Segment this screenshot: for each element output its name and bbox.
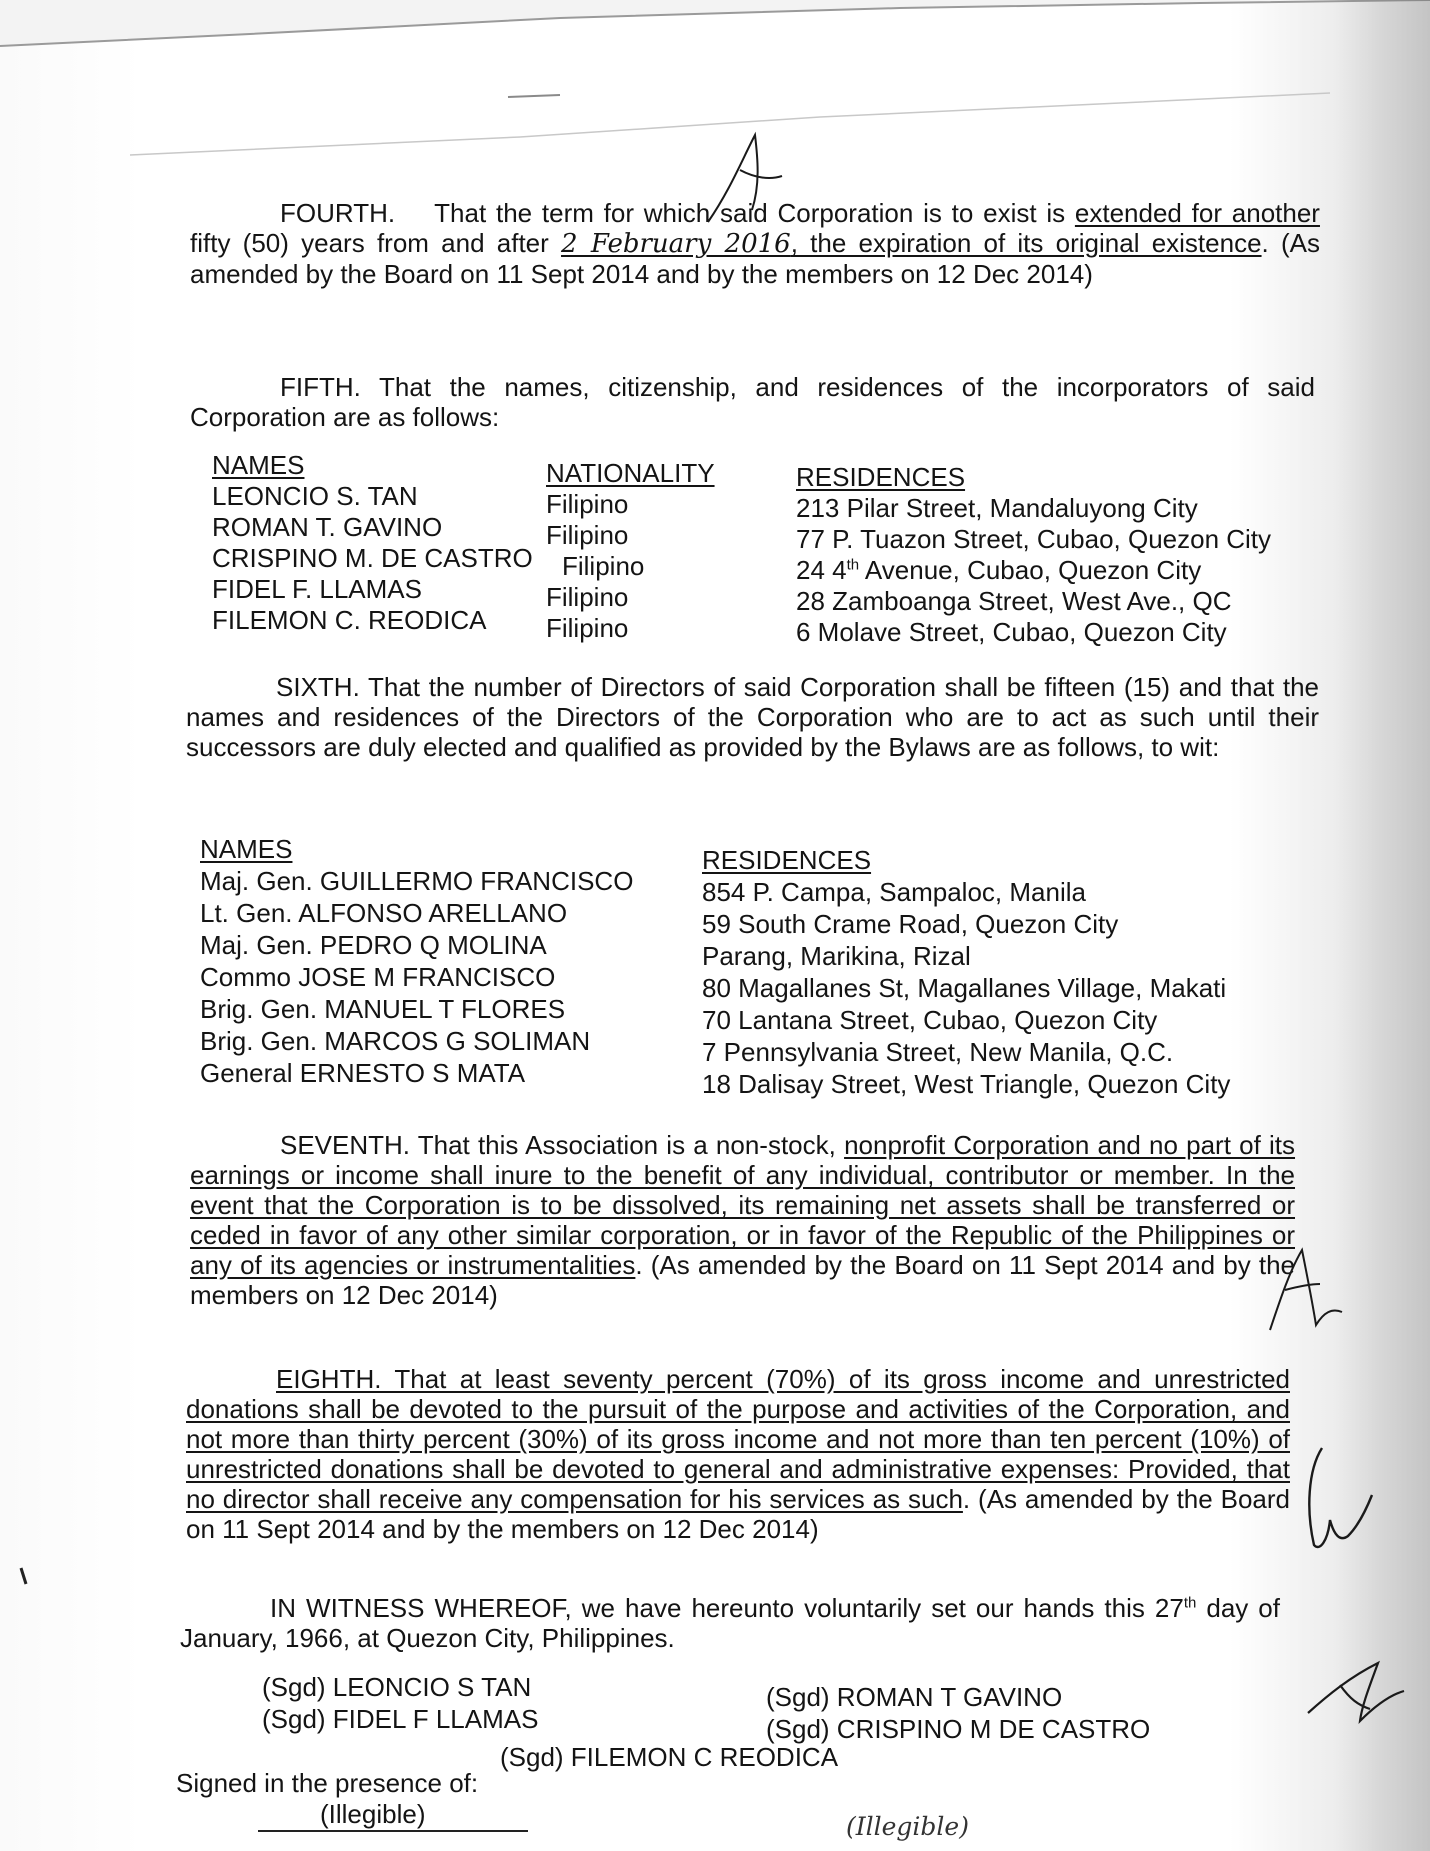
margin-mark (18, 1566, 30, 1586)
incorporator-name: FIDEL F. LLAMAS (212, 574, 422, 604)
residence-value: 28 Zamboanga Street, West Ave., QC (796, 586, 1232, 616)
incorporator-name: LEONCIO S. TAN (212, 481, 418, 511)
residence-value: 80 Magallanes St, Magallanes Village, Makati (702, 973, 1227, 1003)
handwritten-date: 2 February 2016 (561, 229, 791, 259)
residence-value: 7 Pennsylvania Street, New Manila, Q.C. (702, 1037, 1174, 1067)
director-name: Commo JOSE M FRANCISCO (200, 962, 556, 992)
article-seventh: SEVENTH. That this Association is a non-stock, nonprofit Corporation and no part of its earnings or income shall inure to the benefit of any individual, contributor or member. In the event that the Corporation is to be dissolved, its remaining net assets shall be transferred or ceded in favor of any other similar corporation, or in favor of the Republic of the Philippines or any of its agencies or instrumentalities. (As amended by the Board on 11 Sept 2014 and by the members on 12 Dec 2014) (190, 1130, 1296, 1310)
residence-value: 70 Lantana Street, Cubao, Quezon City (702, 1005, 1158, 1035)
residence-value: 6 Molave Street, Cubao, Quezon City (796, 617, 1227, 647)
director-name: General ERNESTO S MATA (200, 1058, 526, 1088)
witness-clause: IN WITNESS WHEREOF, we have hereunto voluntarily set our hands this 27th day of January, 1966, at Quezon City, Philippines. (180, 1593, 1280, 1653)
names-header: NAMES (200, 834, 293, 864)
handwritten-initial-signatures (1300, 1655, 1410, 1735)
handwritten-initial-top (700, 130, 790, 230)
signature-tan: (Sgd) LEONCIO S TAN (262, 1672, 532, 1702)
residences-header: RESIDENCES (702, 845, 872, 875)
director-residences-column (702, 844, 1230, 1100)
witness-left: (Illegible) (258, 1799, 528, 1832)
witness-right-handwritten: (Illegible) (846, 1812, 969, 1841)
residence-value: 77 P. Tuazon Street, Cubao, Quezon City (796, 524, 1272, 554)
signature-de-castro: (Sgd) CRISPINO M DE CASTRO (766, 1714, 1151, 1744)
director-names-column (200, 833, 633, 1089)
nationality-column (546, 458, 715, 644)
article-eighth: EIGHTH. That at least seventy percent (70%) of its gross income and unrestricted donations shall be devoted to the pursuit of the purpose and activities of the Corporation, and not more than thirty percent (30%) of its gross income and not more than ten percent (10%) of unrestricted donations shall be devoted to general and administrative expenses: Provided, that no director shall receive any compensation for his services as such. (As amended by the Board on 11 Sept 2014 and by the members on 12 Dec 2014) (186, 1364, 1290, 1544)
incorporator-name: CRISPINO M. DE CASTRO (212, 543, 533, 573)
incorporator-names-column (212, 450, 533, 636)
presence-label: Signed in the presence of: (176, 1768, 479, 1798)
residences-header: RESIDENCES (796, 462, 966, 492)
director-name: Lt. Gen. ALFONSO ARELLANO (200, 898, 568, 928)
signature-reodica: (Sgd) FILEMON C REODICA (500, 1742, 839, 1772)
residence-value: 854 P. Campa, Sampaloc, Manila (702, 877, 1086, 907)
handwritten-initial-seventh (1250, 1240, 1350, 1340)
director-name: Maj. Gen. GUILLERMO FRANCISCO (200, 866, 634, 896)
article-fifth: FIFTH. That the names, citizenship, and residences of the incorporators of said Corporation are as follows: (190, 372, 1315, 432)
scan-shadow (1335, 0, 1430, 1851)
signature-llamas: (Sgd) FIDEL F LLAMAS (262, 1704, 539, 1734)
residence-value: 18 Dalisay Street, West Triangle, Quezon City (702, 1069, 1231, 1099)
signature-gavino: (Sgd) ROMAN T GAVINO (766, 1682, 1063, 1712)
residence-value: 213 Pilar Street, Mandaluyong City (796, 493, 1198, 523)
incorporator-name: ROMAN T. GAVINO (212, 512, 443, 542)
nationality-value: Filipino (546, 489, 629, 519)
director-name: Brig. Gen. MARCOS G SOLIMAN (200, 1026, 591, 1056)
faint-top-mark (500, 85, 580, 105)
director-name: Brig. Gen. MANUEL T FLORES (200, 994, 566, 1024)
residence-value: Parang, Marikina, Rizal (702, 941, 971, 971)
scanned-top-edge (0, 0, 1430, 60)
nationality-value: Filipino (562, 551, 645, 581)
residence-value: 59 South Crame Road, Quezon City (702, 909, 1119, 939)
article-sixth: SIXTH. That the number of Directors of said Corporation shall be fifteen (15) and that the names and residences of the Directors of the Corporation who are to act as such until their successors are duly elected and qualified as provided by the Bylaws are as follows, to wit: (186, 672, 1319, 762)
nationality-value: Filipino (546, 520, 629, 550)
nationality-header: NATIONALITY (546, 458, 715, 488)
article-fourth: FOURTH. That the term for which said Corporation is to exist is extended for another fifty (50) years from and after 2 February 2016, the expiration of its original existence. (As amended by the Board on 11 Sept 2014 and by the members on 12 Dec 2014) (190, 198, 1320, 289)
incorporator-name: FILEMON C. REODICA (212, 605, 487, 635)
incorporator-residences-column (796, 462, 1271, 648)
director-name: Maj. Gen. PEDRO Q MOLINA (200, 930, 547, 960)
handwritten-initial-eighth (1300, 1440, 1380, 1560)
residence-value: 24 4th Avenue, Cubao, Quezon City (796, 555, 1202, 585)
names-header: NAMES (212, 450, 305, 480)
nationality-value: Filipino (546, 613, 629, 643)
nationality-value: Filipino (546, 582, 629, 612)
